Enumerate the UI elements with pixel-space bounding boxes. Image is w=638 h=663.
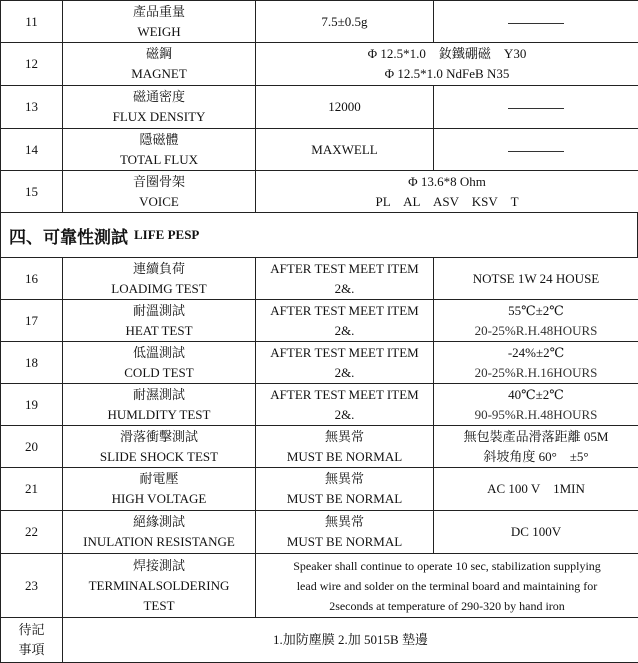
item-cn: 磁通密度 [65, 87, 253, 107]
item-cn: 連續負荷 [65, 259, 253, 279]
item-cell [63, 86, 256, 129]
result-cell [434, 384, 638, 426]
item-cn: 隱磁體 [65, 130, 253, 150]
result-line-1: 55℃±2℃ [436, 301, 636, 321]
item-cn: 產品重量 [65, 2, 253, 22]
row-number: 13 [1, 86, 63, 129]
blank-line [508, 22, 564, 24]
note-cell [434, 86, 638, 129]
row-number: 17 [1, 300, 63, 342]
result-line-1: NOTSE 1W 24 HOUSE [436, 269, 636, 289]
notes-label-1: 待記 [3, 620, 60, 640]
item-cell [63, 258, 256, 300]
result-line-1: DC 100V [436, 522, 636, 542]
row-number: 19 [1, 384, 63, 426]
condition-line-2: 2&. [258, 363, 431, 383]
item-en: TOTAL FLUX [65, 150, 253, 170]
row-number: 20 [1, 426, 63, 468]
value-cell: 12000 [256, 86, 434, 129]
item-cn: 磁鋼 [65, 44, 253, 64]
item-cell [63, 300, 256, 342]
result-cell [434, 342, 638, 384]
result-cell [434, 258, 638, 300]
spec-table-top [0, 0, 638, 213]
item-en-2: TEST [65, 596, 253, 616]
item-en: HEAT TEST [65, 321, 253, 341]
condition-line-2: 2&. [258, 279, 431, 299]
row-number: 11 [1, 1, 63, 43]
condition-line-2: 2&. [258, 405, 431, 425]
item-cell [63, 171, 256, 213]
condition-cell [256, 511, 434, 554]
value-cell: MAXWELL [256, 129, 434, 171]
table-row [1, 511, 638, 554]
item-en: FLUX DENSITY [65, 107, 253, 127]
result-cell [434, 511, 638, 554]
item-cn: 耐溫測試 [65, 301, 253, 321]
spec-line-2: PL AL ASV KSV T [258, 192, 636, 212]
item-cn: 耐濕測試 [65, 385, 253, 405]
condition-cell [256, 426, 434, 468]
condition-line-1: AFTER TEST MEET ITEM [258, 301, 431, 321]
item-cn: 滑落衝擊測試 [65, 427, 253, 447]
blank-line [508, 107, 564, 109]
item-en: COLD TEST [65, 363, 253, 383]
condition-cell [256, 384, 434, 426]
result-line-2: 斜坡角度 60° ±5° [436, 447, 636, 467]
blank-line [508, 150, 564, 152]
result-line-1: 40℃±2℃ [436, 385, 636, 405]
table-row [1, 86, 638, 129]
note-cell [434, 129, 638, 171]
item-cell [63, 468, 256, 511]
item-cell [63, 384, 256, 426]
condition-cell [256, 342, 434, 384]
item-cell [63, 129, 256, 171]
condition-line-1: AFTER TEST MEET ITEM [258, 385, 431, 405]
item-cn: 焊接測試 [65, 556, 253, 576]
condition-cell [256, 300, 434, 342]
row-number: 16 [1, 258, 63, 300]
spec-line-1: Φ 13.6*8 Ohm [258, 172, 636, 192]
row-number: 22 [1, 511, 63, 554]
table-row [1, 43, 638, 86]
item-en: HUMLDITY TEST [65, 405, 253, 425]
table-row [1, 468, 638, 511]
table-row [1, 129, 638, 171]
item-cell [63, 43, 256, 86]
result-line-1: -24%±2℃ [436, 343, 636, 363]
item-cn: 耐電壓 [65, 469, 253, 489]
item-cn: 絕緣測試 [65, 512, 253, 532]
condition-line-2: MUST BE NORMAL [258, 447, 431, 467]
condition-line-1: AFTER TEST MEET ITEM [258, 343, 431, 363]
table-row [1, 258, 638, 300]
condition-line-1: 無異常 [258, 427, 431, 447]
result-line-2: 20-25%R.H.48HOURS [436, 321, 636, 341]
spec-line-2: Φ 12.5*1.0 NdFeB N35 [258, 64, 636, 84]
condition-cell [256, 258, 434, 300]
table-row [1, 1, 638, 43]
note-cell [434, 1, 638, 43]
item-cell [63, 554, 256, 618]
row-number: 14 [1, 129, 63, 171]
desc-line-2: lead wire and solder on the terminal board and maintaining for [258, 576, 636, 596]
section-title-cn: 四、可靠性測試 [9, 223, 128, 248]
item-cell [63, 342, 256, 384]
desc-line-3: 2seconds at temperature of 290-320 by hand iron [258, 596, 636, 616]
spec-cell [256, 43, 638, 86]
desc-line-1: Speaker shall continue to operate 10 sec, stabilization supplying [258, 556, 636, 576]
condition-line-1: 無異常 [258, 469, 431, 489]
value-cell: 7.5±0.5g [256, 1, 434, 43]
item-cn: 低溫測試 [65, 343, 253, 363]
item-en: WEIGH [65, 22, 253, 42]
item-en: TERMINALSOLDERING [65, 576, 253, 596]
description-cell [256, 554, 638, 618]
result-cell [434, 300, 638, 342]
result-cell [434, 426, 638, 468]
table-row [1, 554, 638, 618]
row-number: 15 [1, 171, 63, 213]
item-en: MAGNET [65, 64, 253, 84]
table-row [1, 342, 638, 384]
item-en: VOICE [65, 192, 253, 212]
result-line-1: AC 100 V 1MIN [436, 479, 636, 499]
section-title-en: LIFE PESP [134, 227, 199, 243]
condition-cell [256, 468, 434, 511]
condition-line-1: AFTER TEST MEET ITEM [258, 259, 431, 279]
table-row [1, 171, 638, 213]
notes-label-2: 事項 [3, 640, 60, 660]
item-cell [63, 1, 256, 43]
item-en: INULATION RESISTANGE [65, 532, 253, 552]
item-en: HIGH VOLTAGE [65, 489, 253, 509]
item-cn: 音圈骨架 [65, 172, 253, 192]
result-line-1: 無包裝產品滑落距離 05M [436, 427, 636, 447]
table-row [1, 300, 638, 342]
row-number: 23 [1, 554, 63, 618]
condition-line-2: 2&. [258, 321, 431, 341]
result-cell [434, 468, 638, 511]
item-en: LOADIMG TEST [65, 279, 253, 299]
item-en: SLIDE SHOCK TEST [65, 447, 253, 467]
spec-cell [256, 171, 638, 213]
table-row [1, 426, 638, 468]
section-heading [0, 213, 638, 257]
spec-line-1: Φ 12.5*1.0 釹鐵硼磁 Y30 [258, 44, 636, 64]
condition-line-1: 無異常 [258, 512, 431, 532]
table-row [1, 384, 638, 426]
row-number: 21 [1, 468, 63, 511]
row-number: 18 [1, 342, 63, 384]
condition-line-2: MUST BE NORMAL [258, 489, 431, 509]
result-line-2: 90-95%R.H.48HOURS [436, 405, 636, 425]
item-cell [63, 426, 256, 468]
condition-line-2: MUST BE NORMAL [258, 532, 431, 552]
row-number: 12 [1, 43, 63, 86]
reliability-table [0, 257, 638, 663]
notes-text: 1.加防塵膜 2.加 5015B 墊邊 [63, 618, 638, 663]
result-line-2: 20-25%R.H.16HOURS [436, 363, 636, 383]
item-cell [63, 511, 256, 554]
